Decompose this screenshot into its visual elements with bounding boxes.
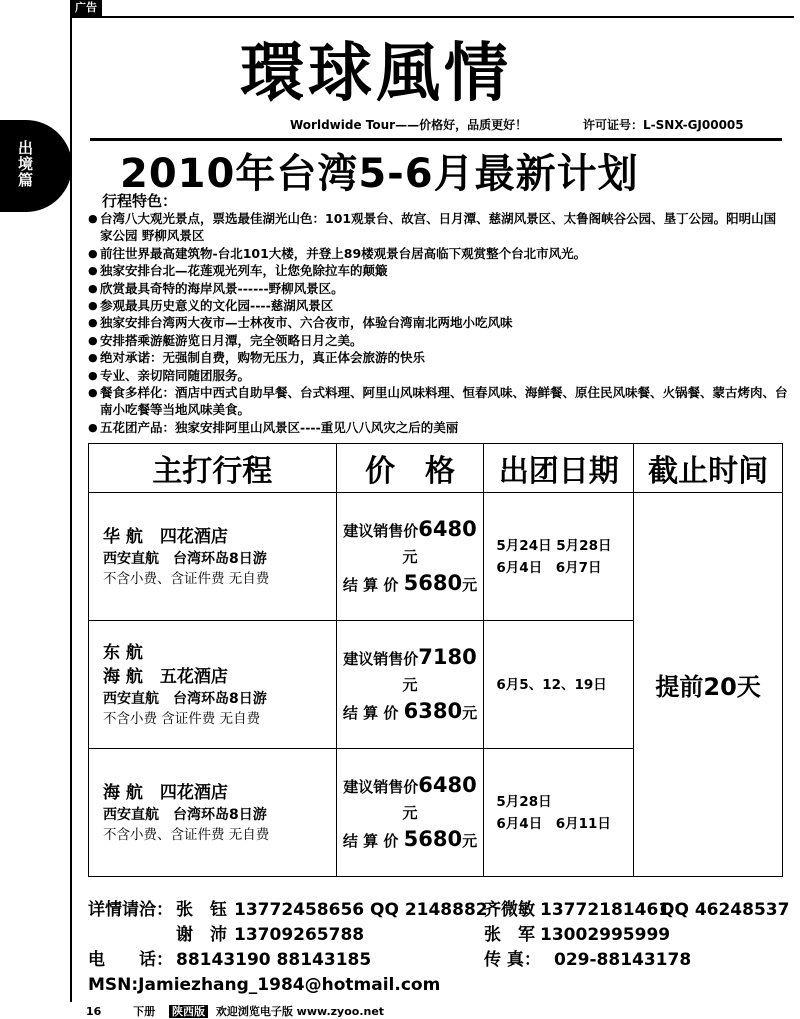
suggest-label: 建议销售价 xyxy=(343,649,419,668)
route-desc: 西安直航 台湾环岛8日游 xyxy=(103,806,267,823)
ad-tag: 广告 xyxy=(70,0,102,16)
contact-phone: 13709265788 xyxy=(234,925,365,945)
suggest-price: 6480 xyxy=(418,772,477,797)
departure-dates: 6月4日 6月11日 xyxy=(496,815,611,832)
feature-item: ● 绝对承诺：无强制自费，购物无压力，真正体会旅游的快乐 xyxy=(88,349,788,366)
settle-price: 6380 xyxy=(403,698,463,723)
route-airline: 东 航 xyxy=(103,642,143,663)
contact-qq: QQ 46248537 xyxy=(660,900,790,920)
route-airline: 华 航 四花酒店 xyxy=(103,526,228,547)
section-tab xyxy=(0,120,72,212)
feature-item: ● 台湾八大观光景点，票选最佳湖光山色：101观景台、故宫、日月潭、慈湖风景区、太鲁阁峡谷公园、垦丁公园。阳明山国家公园 野柳风景区 xyxy=(88,210,788,245)
headline: 2010年台湾5-6月最新计划 xyxy=(120,151,639,197)
price-cell xyxy=(336,749,484,877)
feature-item: ● 欣赏最具奇特的海岸风景------野柳风景区。 xyxy=(88,280,788,297)
departure-dates: 6月5、12、19日 xyxy=(496,676,607,693)
contact-name: 张 军 xyxy=(484,925,535,945)
itinerary-table xyxy=(88,443,783,877)
contact-phone: 13772181461 xyxy=(540,900,671,920)
price-unit: 元 xyxy=(462,703,478,722)
edition-badge: 陕西版 xyxy=(169,1005,208,1018)
table-header-row xyxy=(89,444,783,493)
tel-numbers: 88143190 88143185 xyxy=(176,950,372,970)
contacts xyxy=(88,898,788,998)
price-unit: 元 xyxy=(402,547,418,566)
contact-qq: QQ 2148882 xyxy=(370,900,488,920)
feature-item: ● 专业、亲切陪同随团服务。 xyxy=(88,367,788,384)
contact-phone: 13772458656 xyxy=(234,900,365,920)
volume-label: 下册 xyxy=(133,1005,156,1018)
footer-text: 欢迎浏览电子版 www.zyoo.net xyxy=(215,1005,385,1018)
route-cell xyxy=(89,621,337,749)
suggest-price: 6480 xyxy=(418,516,477,541)
route-note: 不含小费、含证件费 无自费 xyxy=(103,826,270,843)
contact-name: 张 钰 xyxy=(176,900,227,920)
settle-label: 结 算 价 xyxy=(342,575,399,594)
feature-item: ● 前往世界最高建筑物-台北101大楼，并登上89楼观景台居高临下观赏整个台北市风光。 xyxy=(88,245,788,262)
table-row xyxy=(89,493,783,621)
settle-label: 结 算 价 xyxy=(342,703,399,722)
fax-number: 029-88143178 xyxy=(554,950,692,970)
feature-item: ● 餐食多样化：酒店中西式自助早餐、台式料理、阿里山风味料理、恒春风味、海鲜餐、原住民风味餐、火锅餐、蒙古烤肉、台南小吃餐等当地风味美食。 xyxy=(88,384,788,419)
feature-item: ● 独家安排台北—花莲观光列车，让您免除拉车的颠簸 xyxy=(88,262,788,279)
header-price: 价 格 xyxy=(336,444,484,493)
contact-phone: 13002995999 xyxy=(540,925,671,945)
settle-price: 5680 xyxy=(403,826,463,851)
price-unit: 元 xyxy=(462,831,478,850)
feature-item: ● 安排搭乘游艇游览日月潭，完全领略日月之美。 xyxy=(88,332,788,349)
price-unit: 元 xyxy=(462,575,478,594)
route-airline: 海 航 五花酒店 xyxy=(103,666,228,687)
features-list xyxy=(88,210,788,436)
header-dates: 出团日期 xyxy=(484,444,634,493)
suggest-price: 7180 xyxy=(418,644,477,669)
price-unit: 元 xyxy=(402,675,418,694)
brand-logo: 環球風情 xyxy=(240,36,512,111)
suggest-label: 建议销售价 xyxy=(343,521,419,540)
departure-dates: 5月24日 5月28日 xyxy=(496,537,612,554)
page-number: 16 xyxy=(86,1005,102,1018)
route-airline: 海 航 四花酒店 xyxy=(103,782,228,803)
route-note: 不含小费 含证件费 无自费 xyxy=(103,710,261,727)
route-desc: 西安直航 台湾环岛8日游 xyxy=(103,690,267,707)
deadline-cell: 提前20天 xyxy=(634,493,783,877)
departure-dates: 6月4日 6月7日 xyxy=(496,559,602,576)
header-deadline: 截止时间 xyxy=(634,444,783,493)
section-tab-label: 出境篇 xyxy=(18,139,34,189)
route-cell xyxy=(89,493,337,621)
msn-contact: MSN:Jamiezhang_1984@hotmail.com xyxy=(88,975,441,995)
header-route: 主打行程 xyxy=(89,444,337,493)
footer xyxy=(86,1003,384,1019)
feature-item: ● 五花团产品：独家安排阿里山风景区----重见八八风灾之后的美丽 xyxy=(88,419,788,436)
feature-item: ● 参观最具历史意义的文化园----慈湖风景区 xyxy=(88,297,788,314)
price-unit: 元 xyxy=(402,803,418,822)
tagline: Worldwide Tour——价格好，品质更好！ xyxy=(290,118,528,132)
contact-name: 齐微敏 xyxy=(484,900,535,920)
fax-label: 传 真： xyxy=(484,950,541,970)
departure-dates: 5月28日 xyxy=(496,793,552,810)
dates-cell xyxy=(484,493,634,621)
price-cell xyxy=(336,621,484,749)
route-desc: 西安直航 台湾环岛8日游 xyxy=(103,550,267,567)
feature-item: ● 独家安排台湾两大夜市—士林夜市、六合夜市，体验台湾南北两地小吃风味 xyxy=(88,314,788,331)
settle-price: 5680 xyxy=(403,570,463,595)
price-cell xyxy=(336,493,484,621)
tel-label: 电 话： xyxy=(88,950,173,970)
contact-name: 谢 沛 xyxy=(176,925,227,945)
route-cell xyxy=(89,749,337,877)
route-note: 不含小费、含证件费 无自费 xyxy=(103,570,270,587)
settle-label: 结 算 价 xyxy=(342,831,399,850)
contact-label: 详情请洽： xyxy=(88,900,173,920)
divider xyxy=(90,138,782,141)
dates-cell xyxy=(484,621,634,749)
suggest-label: 建议销售价 xyxy=(343,777,419,796)
features-title: 行程特色： xyxy=(102,192,178,210)
license-number: 许可证号：L-SNX-GJ00005 xyxy=(583,118,744,132)
dates-cell xyxy=(484,749,634,877)
